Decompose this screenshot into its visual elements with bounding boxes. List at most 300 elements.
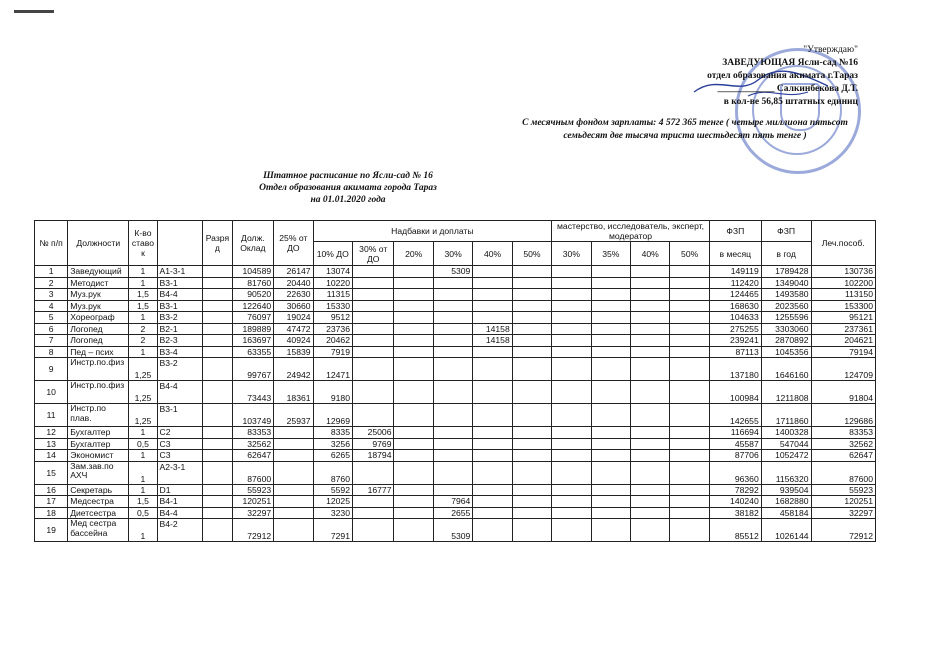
header-per-year: в год [761,242,811,266]
row-num: 6 [35,323,68,335]
header-count: К-во ставо к [129,221,157,266]
row-p20 [394,335,433,347]
row-p30do [352,461,394,484]
row-num: 14 [35,450,68,462]
row-m30 [552,335,591,347]
row-fzp-month: 116694 [709,427,761,439]
row-salary: 90520 [232,289,274,301]
row-blank [203,438,232,450]
row-p30do: 18794 [352,450,394,462]
row-grade: С3 [157,450,203,462]
row-p50 [512,404,551,427]
row-medical: 120251 [811,496,875,508]
row-blank [203,461,232,484]
row-fzp-year: 1052472 [761,450,811,462]
row-grade: С2 [157,427,203,439]
header-p50: 50% [512,242,551,266]
header-salary: Долж. Оклад [232,221,274,266]
header-p10: 10% ДО [313,242,352,266]
row-pct25 [274,450,313,462]
row-position: Секретарь [68,484,129,496]
row-pct25: 47472 [274,323,313,335]
row-p20 [394,277,433,289]
row-p10: 8335 [313,427,352,439]
row-position: Муз.рук [68,300,129,312]
row-blank [203,427,232,439]
row-fzp-year: 1711860 [761,404,811,427]
row-position: Бухгалтер [68,427,129,439]
row-p50 [512,507,551,519]
row-medical: 153300 [811,300,875,312]
header-p20: 20% [394,242,433,266]
row-num: 4 [35,300,68,312]
row-m40 [631,300,670,312]
row-position: Инстр.по плав. [68,404,129,427]
row-p50 [512,277,551,289]
row-blank [203,381,232,404]
monthly-fund [505,117,865,143]
row-p30do [352,300,394,312]
row-fzp-month: 239241 [709,335,761,347]
row-pct25: 20440 [274,277,313,289]
row-m40 [631,323,670,335]
row-fzp-month: 96360 [709,461,761,484]
row-fzp-month: 38182 [709,507,761,519]
row-medical: 87600 [811,461,875,484]
row-count: 1,5 [129,300,157,312]
row-p10: 12969 [313,404,352,427]
header-allowances: Надбавки и доплаты [313,221,552,242]
row-grade: В3-4 [157,346,203,358]
row-blank [203,335,232,347]
row-medical: 79194 [811,346,875,358]
row-fzp-month: 137180 [709,358,761,381]
row-p30do [352,312,394,324]
row-position: Бухгалтер [68,438,129,450]
row-p20 [394,323,433,335]
row-fzp-year: 1211808 [761,381,811,404]
approval-heading: "Утверждаю" [803,45,858,55]
row-fzp-year: 939504 [761,484,811,496]
row-p40: 14158 [473,323,512,335]
row-position: Хореограф [68,312,129,324]
row-m50 [670,427,709,439]
row-position: Логопед [68,335,129,347]
row-m50 [670,277,709,289]
row-p20 [394,450,433,462]
header-m30: 30% [552,242,591,266]
row-medical: 237361 [811,323,875,335]
row-count: 1 [129,519,157,542]
row-count: 1,25 [129,404,157,427]
row-position: Инстр.по.физ [68,381,129,404]
document-title-line1: Штатное расписание по Ясли-сад № 16 [263,171,433,181]
row-position: Диетсестра [68,507,129,519]
row-fzp-year: 3303060 [761,323,811,335]
row-fzp-month: 168630 [709,300,761,312]
row-p30do [352,323,394,335]
row-m35 [591,289,630,301]
row-p30 [433,335,472,347]
row-m50 [670,266,709,278]
row-p20 [394,438,433,450]
row-p40 [473,381,512,404]
row-count: 0,5 [129,507,157,519]
row-fzp-month: 85512 [709,519,761,542]
row-m35 [591,496,630,508]
table-row [35,427,876,439]
row-m40 [631,346,670,358]
table-row [35,289,876,301]
row-blank [203,346,232,358]
row-p40 [473,289,512,301]
row-m50 [670,358,709,381]
row-m50 [670,519,709,542]
row-m40 [631,507,670,519]
row-p10: 10220 [313,277,352,289]
row-p30do [352,358,394,381]
row-fzp-year: 2870892 [761,335,811,347]
row-p40: 14158 [473,335,512,347]
row-p10: 9512 [313,312,352,324]
row-count: 1 [129,266,157,278]
row-fzp-year: 547044 [761,438,811,450]
approval-block [707,44,858,109]
row-num: 2 [35,277,68,289]
row-p30 [433,289,472,301]
row-count: 1,25 [129,358,157,381]
row-p40 [473,277,512,289]
row-fzp-year: 1045356 [761,346,811,358]
row-fzp-year: 2023560 [761,300,811,312]
header-num: № п/п [35,221,68,266]
header-p40: 40% [473,242,512,266]
row-salary: 104589 [232,266,274,278]
row-grade: В3-2 [157,358,203,381]
row-m30 [552,438,591,450]
row-blank [203,404,232,427]
row-salary: 32297 [232,507,274,519]
row-p30do [352,266,394,278]
row-medical: 62647 [811,450,875,462]
row-blank [203,484,232,496]
row-m40 [631,289,670,301]
row-p20 [394,461,433,484]
row-count: 1 [129,484,157,496]
row-p30do [352,346,394,358]
row-count: 0,5 [129,438,157,450]
row-medical: 129686 [811,404,875,427]
row-m30 [552,300,591,312]
row-salary: 122640 [232,300,274,312]
row-salary: 81760 [232,277,274,289]
row-position: Мед сестра бассейна [68,519,129,542]
row-position: Экономист [68,450,129,462]
row-m35 [591,450,630,462]
row-p40 [473,519,512,542]
row-p20 [394,312,433,324]
row-m35 [591,323,630,335]
row-p30do [352,289,394,301]
row-pct25: 15839 [274,346,313,358]
row-m50 [670,450,709,462]
row-fzp-year: 1646160 [761,358,811,381]
row-count: 1,5 [129,496,157,508]
row-m40 [631,519,670,542]
row-salary: 87600 [232,461,274,484]
row-m30 [552,427,591,439]
header-p30do: 30% от ДО [352,242,394,266]
row-p10: 3256 [313,438,352,450]
row-m30 [552,346,591,358]
row-fzp-year: 1156320 [761,461,811,484]
table-row [35,266,876,278]
row-p10: 20462 [313,335,352,347]
row-p50 [512,312,551,324]
scan-edge-mark [14,10,54,13]
row-m30 [552,484,591,496]
row-p30 [433,300,472,312]
row-p30 [433,346,472,358]
row-m50 [670,335,709,347]
row-pct25: 25937 [274,404,313,427]
row-p30do [352,404,394,427]
row-p40 [473,507,512,519]
row-p30do [352,519,394,542]
row-p50 [512,323,551,335]
row-medical: 32297 [811,507,875,519]
row-m50 [670,496,709,508]
row-m35 [591,427,630,439]
row-count: 1 [129,346,157,358]
row-p30do [352,381,394,404]
row-fzp-year: 1400328 [761,427,811,439]
row-p50 [512,427,551,439]
row-medical: 204621 [811,335,875,347]
approval-signatory: ____________ Салкинбекова Д.Т. [717,84,858,94]
row-pct25: 30660 [274,300,313,312]
row-salary: 99767 [232,358,274,381]
header-fzp-month: ФЗП [709,221,761,242]
row-p50 [512,346,551,358]
row-count: 2 [129,323,157,335]
row-pct25: 18361 [274,381,313,404]
row-fzp-month: 149119 [709,266,761,278]
row-pct25 [274,484,313,496]
row-m40 [631,381,670,404]
row-m40 [631,404,670,427]
row-position: Зам.зав.по АХЧ [68,461,129,484]
table-row [35,519,876,542]
row-blank [203,277,232,289]
row-p10: 7291 [313,519,352,542]
row-m30 [552,507,591,519]
row-p30do: 25006 [352,427,394,439]
row-grade: В3-2 [157,312,203,324]
staff-schedule-table [34,220,876,542]
row-num: 7 [35,335,68,347]
row-m35 [591,484,630,496]
row-p20 [394,496,433,508]
row-p40 [473,404,512,427]
row-m35 [591,381,630,404]
row-m35 [591,266,630,278]
row-m35 [591,358,630,381]
row-m50 [670,507,709,519]
row-p40 [473,438,512,450]
row-m35 [591,507,630,519]
row-m50 [670,323,709,335]
row-fzp-month: 142655 [709,404,761,427]
row-blank [203,312,232,324]
row-m35 [591,438,630,450]
row-grade: В2-1 [157,323,203,335]
row-p50 [512,496,551,508]
row-p50 [512,484,551,496]
table-row [35,381,876,404]
row-grade: D1 [157,484,203,496]
table-row [35,507,876,519]
header-per-month: в месяц [709,242,761,266]
header-medical: Леч.пособ. [811,221,875,266]
row-m50 [670,404,709,427]
row-m30 [552,312,591,324]
row-p30 [433,404,472,427]
row-m35 [591,277,630,289]
row-medical: 113150 [811,289,875,301]
row-num: 19 [35,519,68,542]
approval-department: отдел образования акимата г.Тараз [707,71,858,81]
row-blank [203,507,232,519]
row-p10: 12471 [313,358,352,381]
row-num: 12 [35,427,68,439]
row-count: 1 [129,461,157,484]
row-p10: 6265 [313,450,352,462]
approval-head-title: ЗАВЕДУЮЩАЯ Ясли-сад №16 [722,58,858,68]
row-p30 [433,358,472,381]
row-grade: А1-3-1 [157,266,203,278]
row-m30 [552,358,591,381]
table-row [35,461,876,484]
row-m40 [631,484,670,496]
row-num: 1 [35,266,68,278]
row-p40 [473,427,512,439]
row-p30: 5309 [433,266,472,278]
row-num: 13 [35,438,68,450]
row-p10: 5592 [313,484,352,496]
document-title-line2: Отдел образования акимата города Тараз [259,183,437,193]
row-medical: 91804 [811,381,875,404]
row-p50 [512,289,551,301]
row-count: 2 [129,335,157,347]
row-p10: 7919 [313,346,352,358]
row-fzp-month: 45587 [709,438,761,450]
header-p30: 30% [433,242,472,266]
row-fzp-year: 1349040 [761,277,811,289]
row-grade: В4-4 [157,289,203,301]
row-blank [203,289,232,301]
table-row [35,496,876,508]
row-grade: В2-3 [157,335,203,347]
row-m50 [670,484,709,496]
row-m30 [552,277,591,289]
row-m40 [631,438,670,450]
row-p20 [394,266,433,278]
row-pct25 [274,438,313,450]
row-p30 [433,484,472,496]
table-row [35,450,876,462]
header-m50: 50% [670,242,709,266]
row-position: Пед – псих [68,346,129,358]
row-pct25 [274,461,313,484]
row-grade: В4-4 [157,381,203,404]
row-pct25 [274,519,313,542]
row-p40 [473,450,512,462]
row-p20 [394,289,433,301]
row-grade: В3-1 [157,277,203,289]
row-fzp-month: 112420 [709,277,761,289]
row-salary: 103749 [232,404,274,427]
row-p50 [512,381,551,404]
row-grade: В3-1 [157,300,203,312]
row-m35 [591,346,630,358]
row-p30do [352,277,394,289]
table-row [35,484,876,496]
row-fzp-month: 78292 [709,484,761,496]
header-mastery: мастерство, исследователь, эксперт, модератор [552,221,710,242]
row-fzp-month: 140240 [709,496,761,508]
row-position: Заведующий [68,266,129,278]
row-pct25: 19024 [274,312,313,324]
row-m50 [670,346,709,358]
row-p40 [473,496,512,508]
row-grade: В4-1 [157,496,203,508]
row-p10: 8760 [313,461,352,484]
row-m50 [670,289,709,301]
row-salary: 62647 [232,450,274,462]
row-m35 [591,461,630,484]
row-m40 [631,450,670,462]
row-medical: 95121 [811,312,875,324]
row-m40 [631,461,670,484]
row-count: 1 [129,312,157,324]
row-salary: 55923 [232,484,274,496]
row-num: 17 [35,496,68,508]
row-blank [203,496,232,508]
row-count: 1 [129,427,157,439]
row-m40 [631,358,670,381]
row-m40 [631,312,670,324]
row-p30 [433,427,472,439]
row-p20 [394,484,433,496]
row-p50 [512,358,551,381]
table-row [35,438,876,450]
row-p30do: 16777 [352,484,394,496]
row-p30: 7964 [433,496,472,508]
row-p10: 15330 [313,300,352,312]
header-position: Должности [68,221,129,266]
row-p30do: 9769 [352,438,394,450]
row-medical: 72912 [811,519,875,542]
row-fzp-year: 1493580 [761,289,811,301]
row-m30 [552,450,591,462]
row-p10: 13074 [313,266,352,278]
row-p40 [473,346,512,358]
row-m40 [631,335,670,347]
row-p20 [394,404,433,427]
row-fzp-month: 124465 [709,289,761,301]
table-row [35,300,876,312]
